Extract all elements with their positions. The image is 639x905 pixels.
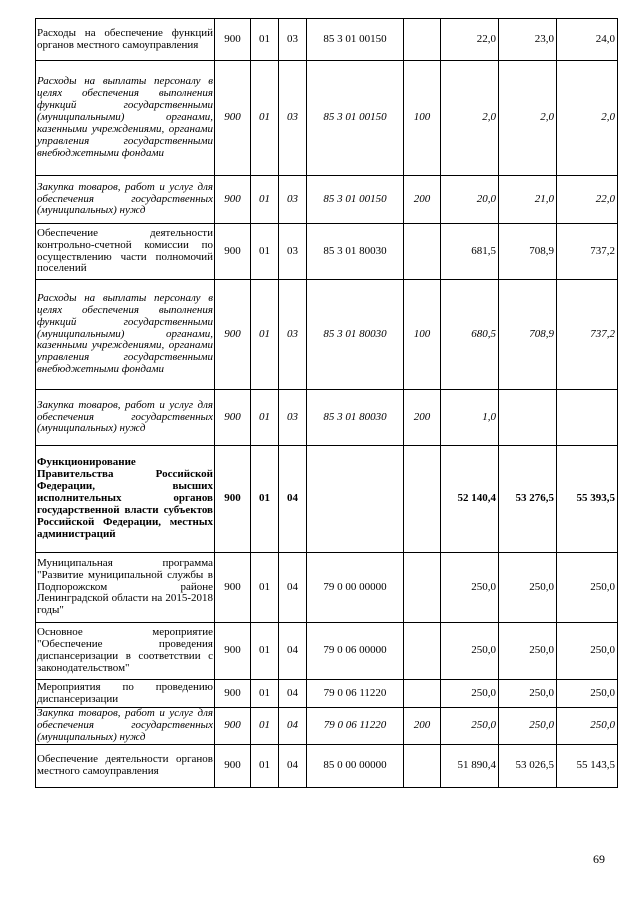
target-article-cell: 85 0 00 00000: [307, 744, 404, 787]
target-article-cell: 79 0 06 11220: [307, 680, 404, 708]
table-row: [36, 61, 618, 176]
amount-year-3-cell: [557, 390, 618, 446]
expense-name-cell: Расходы на выплаты персоналу в целях обеспечения выполнения функций государственными (муниципальными) органами, казенными учреждениями, органами управления государственными внебюджетными фондами: [36, 280, 215, 390]
section-code-cell: 01: [251, 553, 279, 623]
budget-table: [35, 18, 618, 788]
amount-year-2-cell: 708,9: [499, 224, 557, 280]
grbs-code-cell: 900: [215, 280, 251, 390]
expense-name-cell: Обеспечение деятельности контрольно-счетной комиссии по осуществлению части полномочий поселений: [36, 224, 215, 280]
target-article-cell: 85 3 01 80030: [307, 280, 404, 390]
expense-type-cell: 200: [404, 176, 441, 224]
amount-year-1-cell: 20,0: [441, 176, 499, 224]
target-article-cell: [307, 446, 404, 553]
amount-year-2-cell: 250,0: [499, 623, 557, 680]
expense-name-cell: Основное мероприятие "Обеспечение проведения диспансеризации в соответствии с законодательством": [36, 623, 215, 680]
expense-name-cell: Закупка товаров, работ и услуг для обеспечения государственных (муниципальных) нужд: [36, 390, 215, 446]
amount-year-1-cell: 250,0: [441, 623, 499, 680]
amount-year-2-cell: 250,0: [499, 553, 557, 623]
subsection-code-cell: 04: [279, 553, 307, 623]
grbs-code-cell: 900: [215, 61, 251, 176]
grbs-code-cell: 900: [215, 553, 251, 623]
amount-year-2-cell: 53 276,5: [499, 446, 557, 553]
target-article-cell: 79 0 00 00000: [307, 553, 404, 623]
expense-type-cell: 200: [404, 390, 441, 446]
amount-year-1-cell: 52 140,4: [441, 446, 499, 553]
grbs-code-cell: 900: [215, 708, 251, 745]
grbs-code-cell: 900: [215, 446, 251, 553]
subsection-code-cell: 04: [279, 623, 307, 680]
section-code-cell: 01: [251, 61, 279, 176]
amount-year-2-cell: 250,0: [499, 708, 557, 745]
target-article-cell: 85 3 01 00150: [307, 176, 404, 224]
section-code-cell: 01: [251, 280, 279, 390]
section-code-cell: 01: [251, 623, 279, 680]
expense-type-cell: [404, 19, 441, 61]
section-code-cell: 01: [251, 680, 279, 708]
target-article-cell: 79 0 06 11220: [307, 708, 404, 745]
amount-year-1-cell: 22,0: [441, 19, 499, 61]
grbs-code-cell: 900: [215, 390, 251, 446]
amount-year-2-cell: 250,0: [499, 680, 557, 708]
amount-year-1-cell: 250,0: [441, 708, 499, 745]
subsection-code-cell: 03: [279, 390, 307, 446]
subsection-code-cell: 03: [279, 280, 307, 390]
table-row: [36, 224, 618, 280]
amount-year-1-cell: 681,5: [441, 224, 499, 280]
table-row: [36, 744, 618, 787]
table-row: [36, 553, 618, 623]
target-article-cell: 79 0 06 00000: [307, 623, 404, 680]
amount-year-2-cell: [499, 390, 557, 446]
amount-year-3-cell: 250,0: [557, 708, 618, 745]
section-code-cell: 01: [251, 176, 279, 224]
expense-type-cell: 100: [404, 280, 441, 390]
expense-type-cell: [404, 623, 441, 680]
table-body: [36, 19, 618, 788]
expense-type-cell: 200: [404, 708, 441, 745]
table-row: [36, 176, 618, 224]
expense-name-cell: Расходы на выплаты персоналу в целях обеспечения выполнения функций государственными (муниципальными) органами, казенными учреждениями, органами управления государственными внебюджетными фондами: [36, 61, 215, 176]
expense-type-cell: [404, 744, 441, 787]
grbs-code-cell: 900: [215, 224, 251, 280]
section-code-cell: 01: [251, 744, 279, 787]
amount-year-1-cell: 51 890,4: [441, 744, 499, 787]
expense-name-cell: Расходы на обеспечение функций органов местного самоуправления: [36, 19, 215, 61]
target-article-cell: 85 3 01 80030: [307, 224, 404, 280]
table-row: [36, 623, 618, 680]
subsection-code-cell: 04: [279, 708, 307, 745]
amount-year-1-cell: 250,0: [441, 553, 499, 623]
amount-year-3-cell: 737,2: [557, 224, 618, 280]
expense-type-cell: [404, 446, 441, 553]
grbs-code-cell: 900: [215, 176, 251, 224]
subsection-code-cell: 03: [279, 176, 307, 224]
amount-year-3-cell: 55 393,5: [557, 446, 618, 553]
amount-year-3-cell: 250,0: [557, 553, 618, 623]
grbs-code-cell: 900: [215, 19, 251, 61]
subsection-code-cell: 03: [279, 224, 307, 280]
grbs-code-cell: 900: [215, 680, 251, 708]
expense-name-cell: Функционирование Правительства Российской Федерации, высших исполнительных органов государственной власти субъектов Российской Федерации, местных администраций: [36, 446, 215, 553]
target-article-cell: 85 3 01 00150: [307, 19, 404, 61]
amount-year-3-cell: 250,0: [557, 623, 618, 680]
target-article-cell: 85 3 01 80030: [307, 390, 404, 446]
amount-year-1-cell: 680,5: [441, 280, 499, 390]
grbs-code-cell: 900: [215, 623, 251, 680]
expense-type-cell: [404, 680, 441, 708]
amount-year-2-cell: 23,0: [499, 19, 557, 61]
section-code-cell: 01: [251, 446, 279, 553]
expense-name-cell: Мероприятия по проведению диспансеризации: [36, 680, 215, 708]
table-row: [36, 680, 618, 708]
amount-year-2-cell: 708,9: [499, 280, 557, 390]
amount-year-1-cell: 2,0: [441, 61, 499, 176]
section-code-cell: 01: [251, 224, 279, 280]
expense-name-cell: Обеспечение деятельности органов местного самоуправления: [36, 744, 215, 787]
table-row: [36, 708, 618, 745]
table-row: [36, 19, 618, 61]
subsection-code-cell: 04: [279, 744, 307, 787]
section-code-cell: 01: [251, 708, 279, 745]
amount-year-3-cell: 737,2: [557, 280, 618, 390]
section-code-cell: 01: [251, 390, 279, 446]
amount-year-3-cell: 250,0: [557, 680, 618, 708]
expense-type-cell: [404, 224, 441, 280]
grbs-code-cell: 900: [215, 744, 251, 787]
amount-year-3-cell: 55 143,5: [557, 744, 618, 787]
amount-year-3-cell: 24,0: [557, 19, 618, 61]
expense-name-cell: Муниципальная программа "Развитие муниципальной службы в Подпорожском районе Ленинградской области на 2015-2018 годы": [36, 553, 215, 623]
amount-year-1-cell: 250,0: [441, 680, 499, 708]
subsection-code-cell: 03: [279, 19, 307, 61]
target-article-cell: 85 3 01 00150: [307, 61, 404, 176]
table-row: [36, 280, 618, 390]
expense-name-cell: Закупка товаров, работ и услуг для обеспечения государственных (муниципальных) нужд: [36, 176, 215, 224]
table-row: [36, 446, 618, 553]
subsection-code-cell: 04: [279, 680, 307, 708]
subsection-code-cell: 04: [279, 446, 307, 553]
page-number: 69: [593, 852, 605, 866]
amount-year-1-cell: 1,0: [441, 390, 499, 446]
expense-name-cell: Закупка товаров, работ и услуг для обеспечения государственных (муниципальных) нужд: [37, 707, 213, 743]
expense-type-cell: [404, 553, 441, 623]
amount-year-3-cell: 22,0: [557, 176, 618, 224]
amount-year-3-cell: 2,0: [557, 61, 618, 176]
amount-year-2-cell: 21,0: [499, 176, 557, 224]
amount-year-2-cell: 53 026,5: [499, 744, 557, 787]
amount-year-2-cell: 2,0: [499, 61, 557, 176]
section-code-cell: 01: [251, 19, 279, 61]
expense-type-cell: 100: [404, 61, 441, 176]
subsection-code-cell: 03: [279, 61, 307, 176]
table-row: [36, 390, 618, 446]
